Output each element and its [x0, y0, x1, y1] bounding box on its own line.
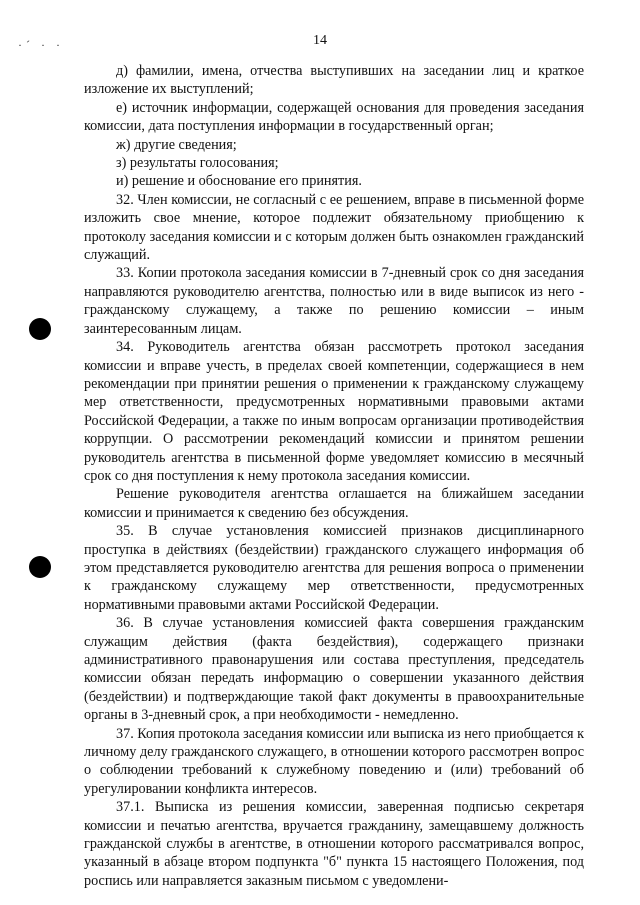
paragraph-item-e: е) источник информации, содержащей основания для проведения заседания комиссии, дата поступления информации в государственный орган; [84, 99, 584, 135]
paragraph-item-d: д) фамилии, имена, отчества выступивших на заседании лиц и краткое изложение их выступлений; [84, 63, 584, 98]
paragraph-item-z: з) результаты голосования; [116, 155, 279, 172]
document-body [84, 62, 584, 890]
paragraph-34: 34. Руководитель агентства обязан рассмотреть протокол заседания комиссии и вправе учесть, в пределах своей компетенции, содержащиеся в нем рекомендации при принятии решения о применении к гражданскому служащему мер ответственности, предусмотренных нормативными правовыми актами Российской Федерации, а также по иным вопросам организации противодействия коррупции. О рассмотрении рекомендаций комиссии и принятом решении руководитель агентства в письменной форме уведомляет комиссию в месячный срок со дня поступления к нему протокола заседания комиссии. [84, 339, 584, 484]
punch-hole [29, 318, 51, 340]
paragraph-item-i: и) решение и обоснование его принятия. [116, 173, 362, 190]
paragraph-36: 36. В случае установления комиссией факта совершения гражданским служащим действия (факта бездействия), содержащего признаки административного правонарушения или состава преступления, председатель комиссии обязан передать информацию о совершении указанного действия (бездействии) и подтверждающие такой факт документы в правоохранительные органы в 3-дневный срок, а при необходимости - немедленно. [84, 615, 584, 724]
paragraph-32: 32. Член комиссии, не согласный с ее решением, вправе в письменной форме изложить свое мнение, которое подлежит обязательному приобщению к протоколу заседания комиссии и с которым должен быть ознакомлен гражданский служащий. [84, 191, 584, 264]
scan-marks: ·´ · · [18, 38, 64, 52]
paragraph-item-zh: ж) другие сведения; [116, 136, 237, 153]
page-number: 14 [313, 33, 327, 48]
paragraph-33: 33. Копии протокола заседания комиссии в 7-дневный срок со дня заседания направляются руководителю агентства, полностью или в виде выписок из него - гражданскому служащему, а также по решению комиссии – иным заинтересованным лицам. [84, 265, 584, 337]
paragraph-34-decision: Решение руководителя агентства оглашается на ближайшем заседании комиссии и принимается к сведению без обсуждения. [84, 486, 584, 521]
punch-hole [29, 556, 51, 578]
paragraph-35: 35. В случае установления комиссией признаков дисциплинарного проступка в действиях (бездействии) гражданского служащего информация об этом представляется руководителю агентства для решения вопроса о применении к гражданскому служащему мер ответственности, предусмотренных нормативными правовыми актами Российской Федерации. [84, 523, 584, 613]
paragraph-37-1: 37.1. Выписка из решения комиссии, заверенная подписью секретаря комиссии и печатью агентства, вручается гражданину, замещавшему должность гражданской службы в агентстве, в отношении которого рассматривался вопрос, указанный в абзаце втором подпункта "б" пункта 15 настоящего Положения, под роспись или направляется заказным письмом с уведомлени- [84, 799, 584, 889]
paragraph-37: 37. Копия протокола заседания комиссии или выписка из него приобщается к личному делу гражданского служащего, в отношении которого рассмотрен вопрос о соблюдении требований к служебному поведению и (или) требований об урегулировании конфликта интересов. [84, 725, 584, 797]
